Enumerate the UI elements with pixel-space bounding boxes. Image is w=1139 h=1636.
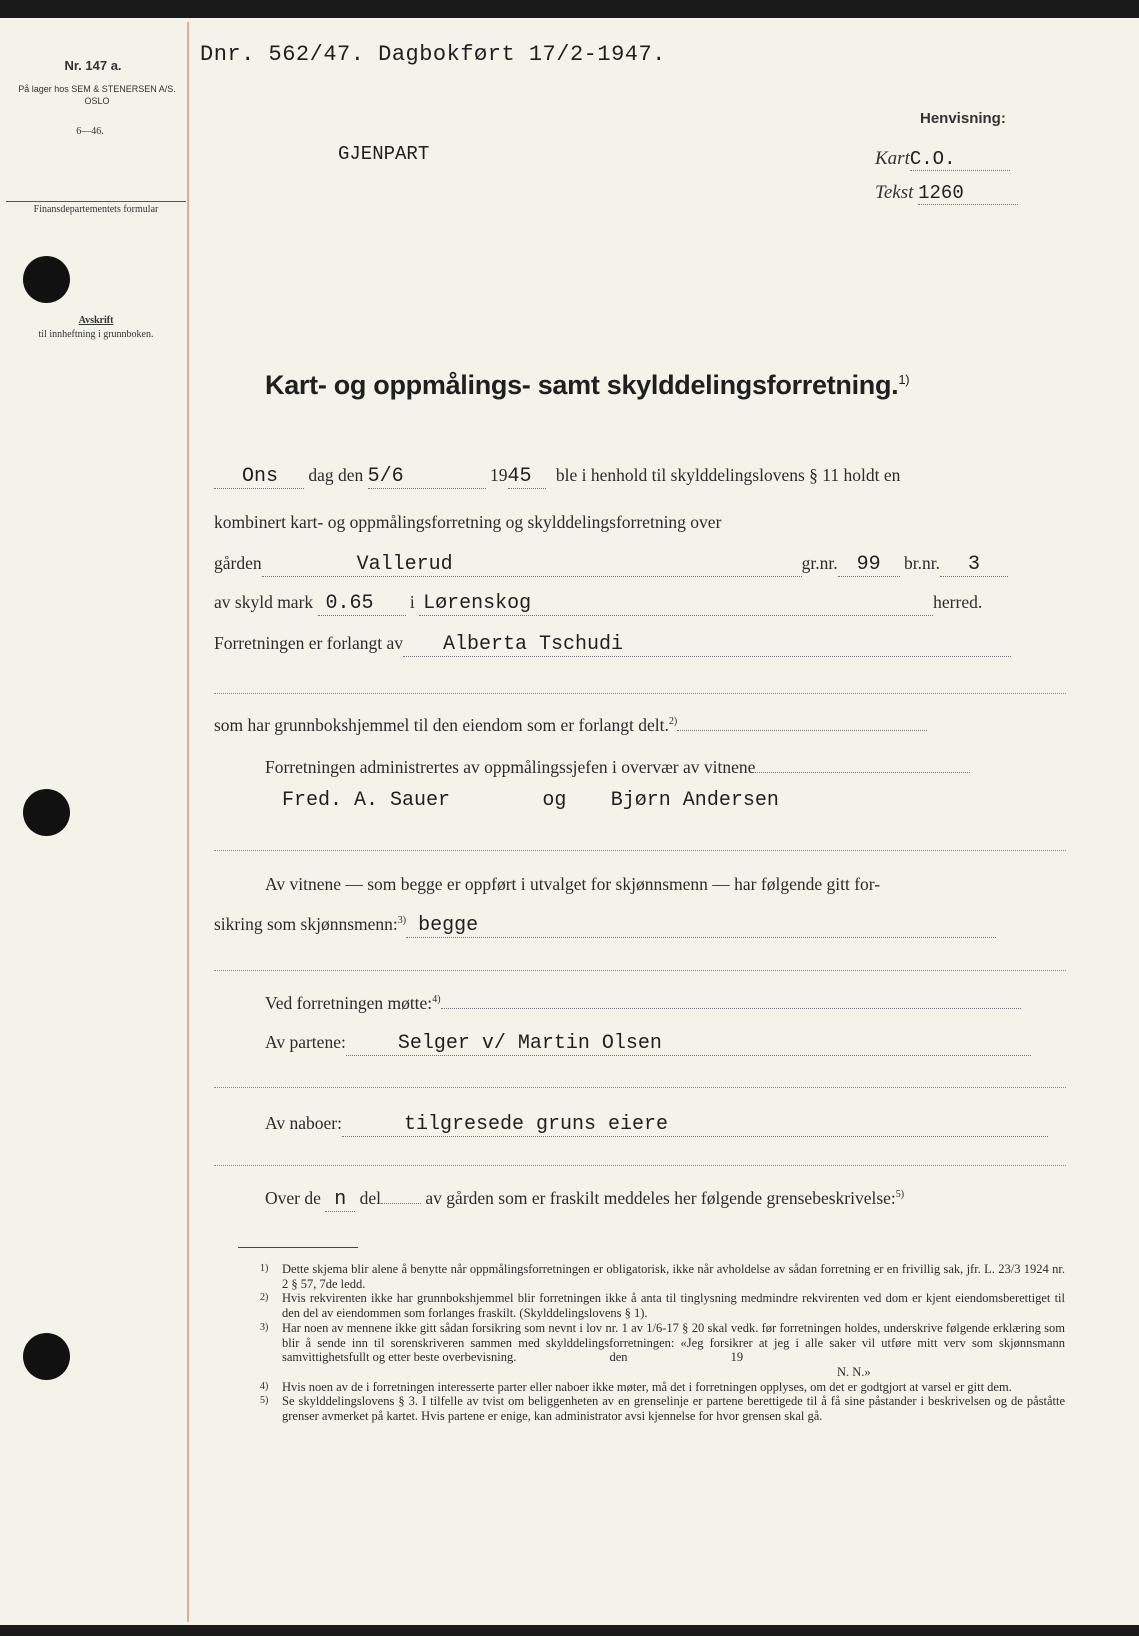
grunnbok-mark: 2): [668, 716, 678, 728]
printer-note: På lager hos SEM & STENERSEN A/S. OSLO: [18, 84, 176, 106]
avskrift-text: til innheftning i grunnboken.: [38, 329, 154, 340]
line2-text: kombinert kart- og oppmålingsforretning og skylddelingsforretning over: [214, 512, 722, 532]
mote-label: Ved forretningen møtte:: [265, 993, 433, 1013]
grense-line: [265, 1188, 1066, 1212]
scan-top-edge: [0, 0, 1139, 18]
tekst-reference: [875, 182, 1065, 205]
grense-mark: 5): [895, 1189, 905, 1201]
kart-value: C.O.: [910, 148, 1010, 171]
punch-hole: [23, 789, 70, 836]
year-field: 45: [508, 465, 546, 489]
del-field: [381, 1203, 421, 1204]
skyld-line: [214, 592, 1066, 616]
punch-hole: [23, 1333, 70, 1380]
admin-field: [755, 772, 970, 773]
brnr-label: br.nr.: [903, 553, 940, 573]
footnote-3-den: den: [609, 1350, 628, 1365]
dag-den-label: dag den: [308, 465, 364, 485]
vitnene-label: sikring som skjønnsmenn:: [214, 914, 398, 934]
footnote-3-nn: N. N.»: [837, 1364, 871, 1379]
partene-line: [265, 1032, 1066, 1056]
tekst-value: 1260: [918, 182, 1018, 205]
footnote-5: 5) Se skylddelingslovens § 3. I tilfelle av tvist om beliggenheten av en grenselinje er partene berettigede til å få sine påstander i beskrivelsen og de påståtte grenser avmerket på kartet. Hvis partene er enige, kan administrator avsi kjennelse for hvor grensen skal gå.: [260, 1394, 1065, 1424]
avskrift-heading: Avskrift: [78, 315, 114, 326]
date-field: 5/6: [368, 465, 486, 489]
forlangt-label: Forretningen er forlangt av: [214, 633, 404, 653]
brnr-field: 3: [940, 553, 1008, 577]
ministry-formular: Finansdepartementets formular: [6, 201, 186, 215]
line1-text: ble i henhold til skylddelingslovens § 11 holdt en: [555, 465, 901, 485]
vitnene-mark: 3): [397, 915, 407, 927]
witness-2: Bjørn Andersen: [610, 789, 779, 812]
avskrift-note: [6, 314, 186, 342]
punch-hole: [23, 256, 70, 303]
naboer-line: [265, 1113, 1066, 1137]
skyld-field: 0.65: [318, 592, 406, 616]
witness-and: og: [542, 789, 567, 812]
blank-line: [214, 850, 1066, 851]
grense-text: av gården som er fraskilt meddeles her følgende grensebeskrivelse:: [425, 1188, 896, 1208]
henvisning-label: Henvisning:: [920, 110, 1006, 127]
tekst-label: Tekst: [875, 182, 914, 203]
forlangt-field: Alberta Tschudi: [403, 633, 1011, 657]
copy-stamp: GJENPART: [338, 143, 430, 165]
herred-field: Lørenskog: [419, 592, 933, 616]
grunnbok-line: [214, 715, 1066, 736]
skyld-label: av skyld mark: [214, 592, 314, 612]
footnotes: [250, 1262, 1065, 1424]
grunnbok-field: [677, 730, 927, 731]
witnesses-line: [282, 789, 1134, 812]
forlangt-line: [214, 633, 1066, 657]
kart-label: Kart: [875, 148, 910, 169]
date-line: [214, 465, 1066, 489]
footnote-1: 1) Dette skjema blir alene å benytte når oppmålingsforretningen er obligatorisk, ikke når avholdelse av sådan forretning er en frivillig sak, jfr. L. 23/3 1924 nr. 2 § 57, 7de ledd.: [260, 1262, 1065, 1291]
naboer-label: Av naboer:: [265, 1113, 342, 1133]
admin-text: Forretningen administrertes av oppmålingssjefen i overvær av vitnene: [265, 757, 756, 777]
form-title-text: Kart- og oppmålings- samt skylddelingsforretning.: [265, 370, 899, 400]
vitnene-line2: [214, 914, 1066, 938]
footnote-3-year: 19: [730, 1350, 744, 1365]
i-label: i: [409, 592, 415, 612]
partene-label: Av partene:: [265, 1032, 346, 1052]
form-number: Nr. 147 a.: [64, 58, 122, 73]
vitnene-field: begge: [406, 914, 996, 938]
admin-line: [265, 757, 1066, 778]
partene-field: Selger v/ Martin Olsen: [346, 1032, 1031, 1056]
mote-line: [265, 993, 1066, 1014]
year-prefix: 19: [490, 465, 508, 485]
blank-line: [214, 970, 1066, 971]
footnote-3: 3) Har noen av mennene ikke gitt sådan forsikring som nevnt i lov nr. 1 av 1/6-17 § 20 skal vedk. før forretningen holdes, underskrive følgende erklæring som blir å sende inn til sorenskriveren sammen med skylddelingsforretningen: «Jeg forsikrer at jeg i alle saker vil utføre mitt verv som skjønnsmann samvittighetsfullt og etter beste overbevisning. den 19 N. N.»: [260, 1320, 1065, 1379]
scan-bottom-edge: [0, 1625, 1139, 1636]
weekday-field: Ons: [214, 465, 304, 489]
grnr-label: gr.nr.: [801, 553, 838, 573]
garden-line: [214, 553, 1066, 577]
blank-line: [214, 693, 1066, 694]
vitnene-line1: Av vitnene — som begge er oppført i utvalget for skjønnsmenn — har følgende gitt for-: [265, 874, 881, 894]
blank-line: [214, 1087, 1066, 1088]
del-label: del: [359, 1188, 382, 1208]
form-title: [265, 370, 909, 401]
herred-label: herred.: [933, 592, 983, 612]
footnote-rule: [238, 1247, 358, 1248]
mote-field: [441, 1008, 1021, 1009]
title-footnote-mark: 1): [898, 372, 910, 387]
grunnbok-text: som har grunnbokshjemmel til den eiendom som er forlangt delt.: [214, 715, 669, 735]
print-date: 6—46.: [76, 126, 104, 137]
blank-line: [214, 1165, 1066, 1166]
witness-1: Fred. A. Sauer: [282, 789, 451, 812]
footnote-2: 2) Hvis rekvirenten ikke har grunnbokshjemmel blir forretningen ikke å anta til tinglysning medmindre rekvirenten ved dom er kjent eiendomsberettiget til den del av eiendommen som forlanges fraskilt. (Skylddelingslovens § 1).: [260, 1291, 1065, 1321]
over-de-label: Over de: [265, 1188, 321, 1208]
journal-number: Dnr. 562/47. Dagbokført 17/2-1947.: [200, 42, 666, 67]
naboer-field: tilgresede gruns eiere: [342, 1113, 1048, 1137]
garden-label: gården: [214, 553, 262, 573]
over-de-field: n: [325, 1188, 355, 1212]
mote-mark: 4): [432, 994, 441, 1006]
grnr-field: 99: [838, 553, 900, 577]
kart-reference: [875, 148, 1065, 171]
margin-rule: [187, 22, 189, 1622]
footnote-4: 4) Hvis noen av de i forretningen interesserte parter eller naboer ikke møter, må det i forretningen opplyses, om det er godtgjort at varsel er gitt dem.: [260, 1379, 1012, 1394]
garden-field: Vallerud: [262, 553, 802, 577]
